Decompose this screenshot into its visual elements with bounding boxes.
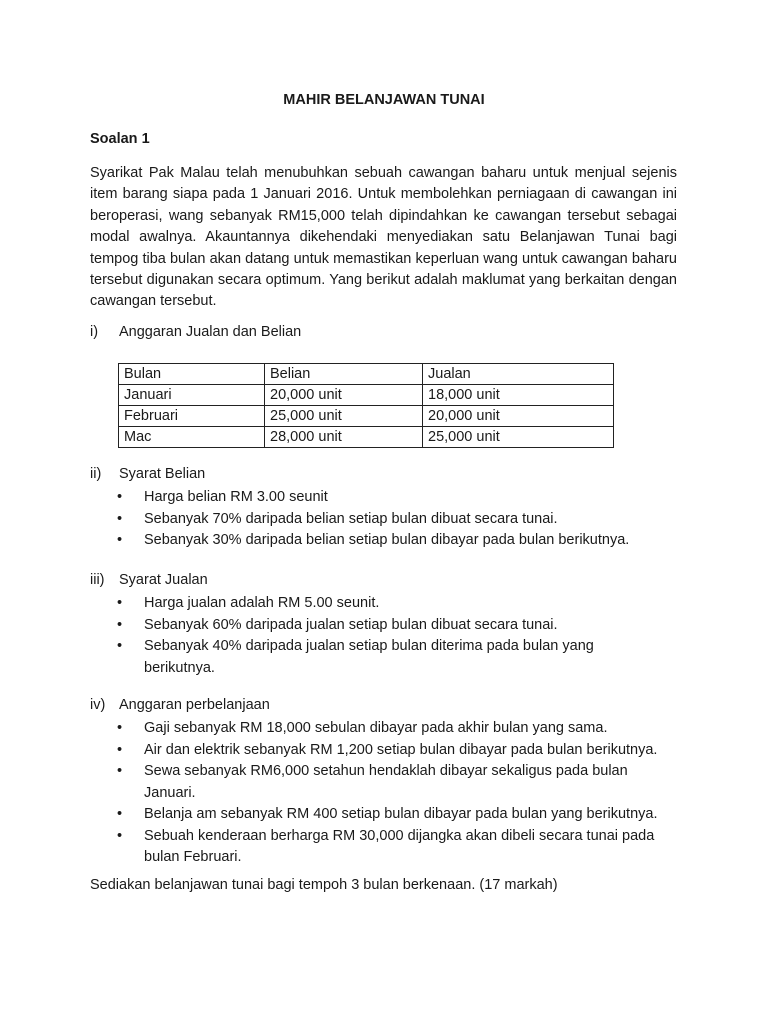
list-item-text: Sebanyak 60% daripada jualan setiap bulan dibuat secara tunai.: [144, 616, 558, 633]
table-cell: Januari: [119, 385, 265, 406]
bullet-list: [117, 718, 677, 869]
section-heading: Anggaran Jualan dan Belian: [119, 324, 302, 340]
bullet-icon: •: [117, 806, 123, 822]
bullet-icon: •: [117, 510, 123, 527]
bullet-icon: •: [117, 827, 123, 844]
document-title: MAHIR BELANJAWAN TUNAI: [283, 92, 485, 108]
list-item-text: Sebanyak 30% daripada belian setiap bulan dibayar pada bulan berikutnya.: [144, 532, 630, 548]
bullet-icon: •: [117, 489, 123, 505]
list-item: [117, 761, 664, 804]
table-cell: Mac: [119, 427, 265, 448]
column-header: Bulan: [119, 364, 265, 385]
section-number: i): [90, 324, 99, 340]
section-number: ii): [90, 466, 102, 482]
bullet-icon: •: [117, 532, 123, 548]
table-row: [119, 385, 614, 406]
section-heading: Syarat Belian: [119, 466, 206, 482]
bullet-icon: •: [117, 763, 123, 779]
list-item-text: Sebuah kenderaan berharga RM 30,000 dijangka akan dibeli secara tunai pada bulan Februari.: [144, 827, 655, 865]
question-heading: Soalan 1: [90, 131, 150, 147]
table-cell: Februari: [119, 406, 265, 427]
sales-purchase-table: [118, 363, 614, 448]
list-item-text: Air dan elektrik sebanyak RM 1,200 setiap bulan dibayar pada bulan berikutnya.: [144, 741, 658, 758]
list-item: [117, 530, 677, 552]
list-item: [117, 487, 677, 509]
bullet-icon: •: [117, 638, 123, 654]
list-item-text: Gaji sebanyak RM 18,000 sebulan dibayar pada akhir bulan yang sama.: [144, 720, 608, 736]
table-cell: 18,000 unit: [423, 385, 614, 406]
list-item-text: Sebanyak 40% daripada jualan setiap bulan diterima pada bulan yang berikutnya.: [144, 638, 594, 676]
intro-paragraph: Syarikat Pak Malau telah menubuhkan sebuah cawangan baharu untuk menjual sejenis item barang siapa pada 1 Januari 2016. Untuk membolehkan perniagaan di cawangan ini beroperasi, wang sebanyak RM15,000 telah dipindahkan ke cawangan tersebut sebagai modal awalnya. Akauntannya dikehendaki menyediakan satu Belanjawan Tunai bagi tempog tiba bulan akan datang untuk memastikan keperluan wang untuk cawangan baharu tersebut digunakan secara optimum. Yang berikut adalah maklumat yang berkaitan dengan cawangan tersebut.: [90, 165, 677, 310]
table-cell: 20,000 unit: [423, 406, 614, 427]
section-number: iv): [90, 697, 106, 713]
column-header: Jualan: [423, 364, 614, 385]
bullet-list: [117, 593, 677, 679]
list-item: [117, 740, 677, 762]
list-item: [117, 718, 677, 740]
bullet-list: [117, 487, 677, 552]
column-header: Belian: [265, 364, 423, 385]
list-item: [117, 804, 677, 826]
list-item: [117, 615, 677, 637]
list-item-text: Sebanyak 70% daripada belian setiap bulan dibuat secara tunai.: [144, 510, 558, 527]
table-cell: 20,000 unit: [265, 385, 423, 406]
table-row: [119, 406, 614, 427]
list-item-text: Harga belian RM 3.00 seunit: [144, 489, 328, 505]
bullet-icon: •: [117, 741, 123, 758]
table-cell: 25,000 unit: [265, 406, 423, 427]
section-heading: Syarat Jualan: [119, 572, 208, 588]
list-item-text: Harga jualan adalah RM 5.00 seunit.: [144, 595, 380, 611]
list-item: [117, 593, 677, 615]
bullet-icon: •: [117, 720, 123, 736]
bullet-icon: •: [117, 595, 123, 611]
list-item: [117, 826, 674, 869]
bullet-icon: •: [117, 616, 123, 633]
section-heading: Anggaran perbelanjaan: [119, 697, 270, 713]
list-item: [117, 509, 677, 531]
table-cell: 25,000 unit: [423, 427, 614, 448]
table-cell: 28,000 unit: [265, 427, 423, 448]
table-row: [119, 427, 614, 448]
list-item: [117, 636, 604, 679]
list-item-text: Belanja am sebanyak RM 400 setiap bulan dibayar pada bulan yang berikutnya.: [144, 806, 658, 822]
closing-instruction: Sediakan belanjawan tunai bagi tempoh 3 bulan berkenaan. (17 markah): [90, 877, 558, 893]
table-header-row: [119, 364, 614, 385]
section-number: iii): [90, 572, 105, 588]
list-item-text: Sewa sebanyak RM6,000 setahun hendaklah dibayar sekaligus pada bulan Januari.: [144, 763, 628, 801]
